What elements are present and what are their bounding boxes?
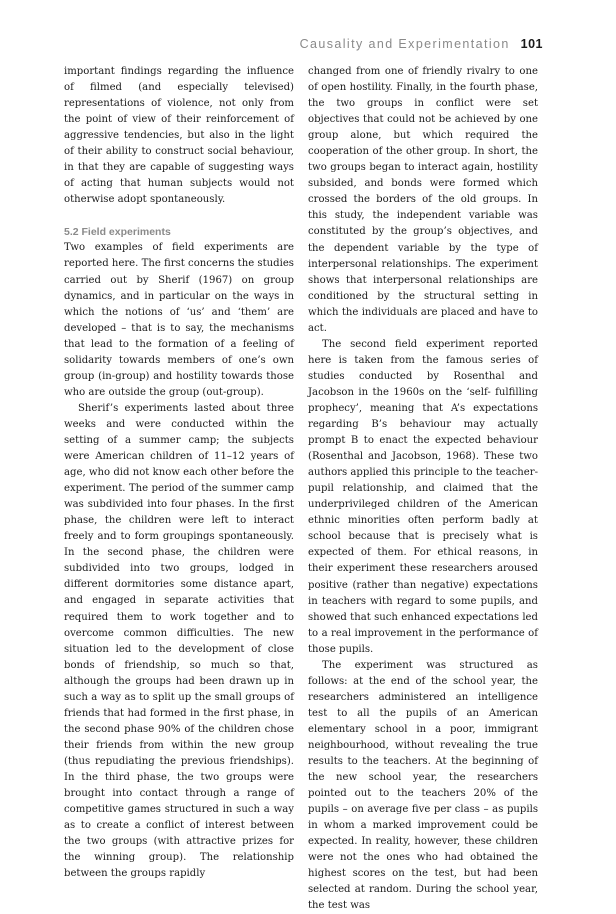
paragraph-violence-continued: important findings regarding the influence of filmed (and especially televised) representations of violence, not only from the point of view of their reinforcement of aggressive tendencies, but also in the light of their ability to construct social behaviour, in that they are capable of suggesting ways of acting that human subjects would not otherwise adopt spontaneously. (64, 66, 294, 206)
right-column (308, 64, 538, 914)
paragraph-field-experiments-intro: Two examples of field experiments are reported here. The first concerns the studies carried out by Sherif (1967) on group dynamics, and in particular on the ways in which the notions of ‘us’ and ‘them’ are developed – that is to say, the mechanisms that lead to the formation of a feeling of solidarity towards members of one’s own group (in-group) and hostility towards those who are outside the group (out-group). (64, 242, 294, 398)
running-head (300, 37, 543, 51)
paragraph-sherif-continued: changed from one of friendly rivalry to one of open hostility. Finally, in the fourth phase, the two groups in conflict were set objectives that could not be achieved by one group alone, but which required the cooperation of the other group. In short, the two groups began to interact again, hostility subsided, and bonds were formed which crossed the borders of the old groups. In this study, the independent variable was constituted by the group’s objectives, and the dependent variable by the type of interpersonal relationships. The experiment shows that interpersonal relationships are conditioned by the structural setting in which the individuals are placed and have to act. (308, 66, 538, 334)
page-number: 101 (520, 37, 543, 51)
left-column (64, 64, 294, 882)
paragraph-sherif-experiments: Sherif’s experiments lasted about three weeks and were conducted within the setting of a summer camp; the subjects were American children of 11–12 years of age, who did not know each other before the experiment. The period of the summer camp was subdivided into four phases. In the first phase, the children were left to interact freely and to form groupings spontaneously. In the second phase, the children were subdivided into two groups, lodged in different dormitories some distance apart, and engaged in separate activities that required them to work together and to overcome common difficulties. The new situation led to the development of close bonds of friendship, so much so that, although the groups had been drawn up in such a way as to split up the small groups of friends that had formed in the first phase, in the second phase 90% of the children chose their friends from within the new group (thus repudiating the previous friendships). In the third phase, the two groups were brought into contact through a range of competitive games structured in such a way as to create a conflict of interest between the two groups (with attractive prizes for the winning group). The relationship between the groups rapidly (64, 402, 294, 880)
running-title: Causality and Experimentation (299, 37, 510, 51)
paragraph-rosenthal-jacobson: The second field experiment reported here is taken from the famous series of studies conducted by Rosenthal and Jacobson in the 1960s on the ‘self- fulfilling prophecy’, meaning that A’s expectations regarding B’s behaviour may actually prompt B to enact the expected behaviour (Rosenthal and Jacobson, 1968). These two authors applied this principle to the teacher-pupil relationship, and claimed that the underprivileged children of the American ethnic minorities often perform badly at school because that is precisely what is expected of them. For ethical reasons, in their experiment these researchers aroused positive (rather than negative) expectations in teachers with regard to some pupils, and showed that such enhanced expectations led to a real improvement in the performance of those pupils. (308, 338, 538, 655)
section-heading-field-experiments: 5.2 Field experiments (64, 226, 171, 239)
paragraph-experiment-structure: The experiment was structured as follows: at the end of the school year, the researchers administered an intelligence test to all the pupils of an American elementary school in a poor, immigrant neighbourhood, without revealing the true results to the teachers. At the beginning of the new school year, the researchers pointed out to the teachers 20% of the pupils – on average five per class – as pupils in whom a marked improvement could be expected. In reality, however, these children were not the ones who had obtained the highest scores on the test, but had been selected at random. During the school year, the test was (308, 659, 538, 912)
